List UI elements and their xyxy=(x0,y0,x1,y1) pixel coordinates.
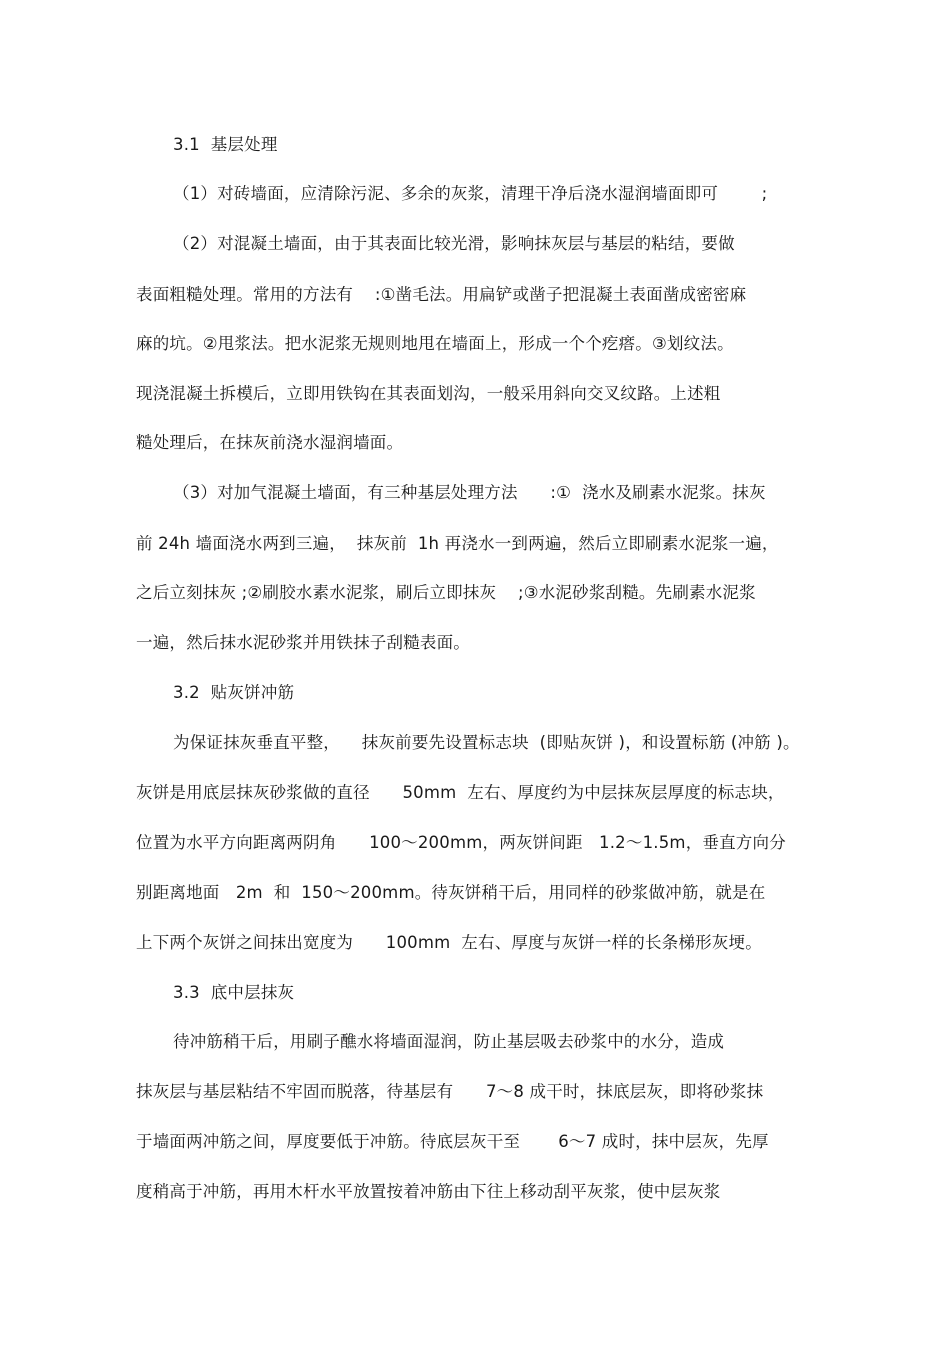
paragraph-line: 之后立刻抹灰 ;②刷胶水素水泥浆，刷后立即抹灰 ;③水泥砂浆刮糙。先刷素水泥浆 xyxy=(136,583,756,602)
paragraph-line: 于墙面两冲筋之间，厚度要低于冲筋。待底层灰干至 6～7 成时，抹中层灰，先厚 xyxy=(136,1132,769,1151)
paragraph-line: 为保证抹灰垂直平整， 抹灰前要先设置标志块 (即贴灰饼 )，和设置标筋 (冲筋 )。 xyxy=(173,733,800,752)
section-heading-3-3: 3.3 底中层抹灰 xyxy=(173,983,295,1002)
paragraph-line: 现浇混凝土拆模后，立即用铁钩在其表面划沟，一般采用斜向交叉纹路。上述粗 xyxy=(136,384,721,403)
section-heading-3-2: 3.2 贴灰饼冲筋 xyxy=(173,683,295,702)
paragraph-line: 一遍，然后抹水泥砂浆并用铁抹子刮糙表面。 xyxy=(136,633,470,652)
paragraph-line: 上下两个灰饼之间抹出宽度为 100mm 左右、厚度与灰饼一样的长条梯形灰埂。 xyxy=(136,933,762,952)
paragraph-line: 位置为水平方向距离两阴角 100～200mm，两灰饼间距 1.2～1.5m，垂直方向分 xyxy=(136,833,786,852)
paragraph-line: （2）对混凝土墙面，由于其表面比较光滑，影响抹灰层与基层的粘结，要做 xyxy=(173,234,735,253)
paragraph-line: 麻的坑。②甩浆法。把水泥浆无规则地甩在墙面上，形成一个个疙瘩。③划纹法。 xyxy=(136,334,734,353)
paragraph-line: 表面粗糙处理。常用的方法有 :①凿毛法。用扁铲或凿子把混凝土表面凿成密密麻 xyxy=(136,285,747,304)
paragraph-line: （1）对砖墙面，应清除污泥、多余的灰浆，清理干净后浇水湿润墙面即可 ; xyxy=(173,184,768,203)
paragraph-line: 抹灰层与基层粘结不牢固而脱落，待基层有 7～8 成干时，抹底层灰，即将砂浆抹 xyxy=(136,1082,764,1101)
paragraph-line: 待冲筋稍干后，用刷子醮水将墙面湿润，防止基层吸去砂浆中的水分，造成 xyxy=(173,1032,725,1051)
section-heading-3-1: 3.1 基层处理 xyxy=(173,135,278,154)
paragraph-line: 前 24h 墙面浇水两到三遍， 抹灰前 1h 再浇水一到两遍，然后立即刷素水泥浆一遍， xyxy=(136,534,779,553)
paragraph-line: 糙处理后，在抹灰前浇水湿润墙面。 xyxy=(136,433,404,452)
paragraph-line: （3）对加气混凝土墙面，有三种基层处理方法 :① 浇水及刷素水泥浆。抹灰 xyxy=(173,483,766,502)
paragraph-line: 别距离地面 2m 和 150～200mm。待灰饼稍干后，用同样的砂浆做冲筋，就是在 xyxy=(136,883,766,902)
paragraph-line: 灰饼是用底层抹灰砂浆做的直径 50mm 左右、厚度约为中层抹灰层厚度的标志块， xyxy=(136,783,785,802)
paragraph-line: 度稍高于冲筋，再用木杆水平放置按着冲筋由下往上移动刮平灰浆，使中层灰浆 xyxy=(136,1182,721,1201)
